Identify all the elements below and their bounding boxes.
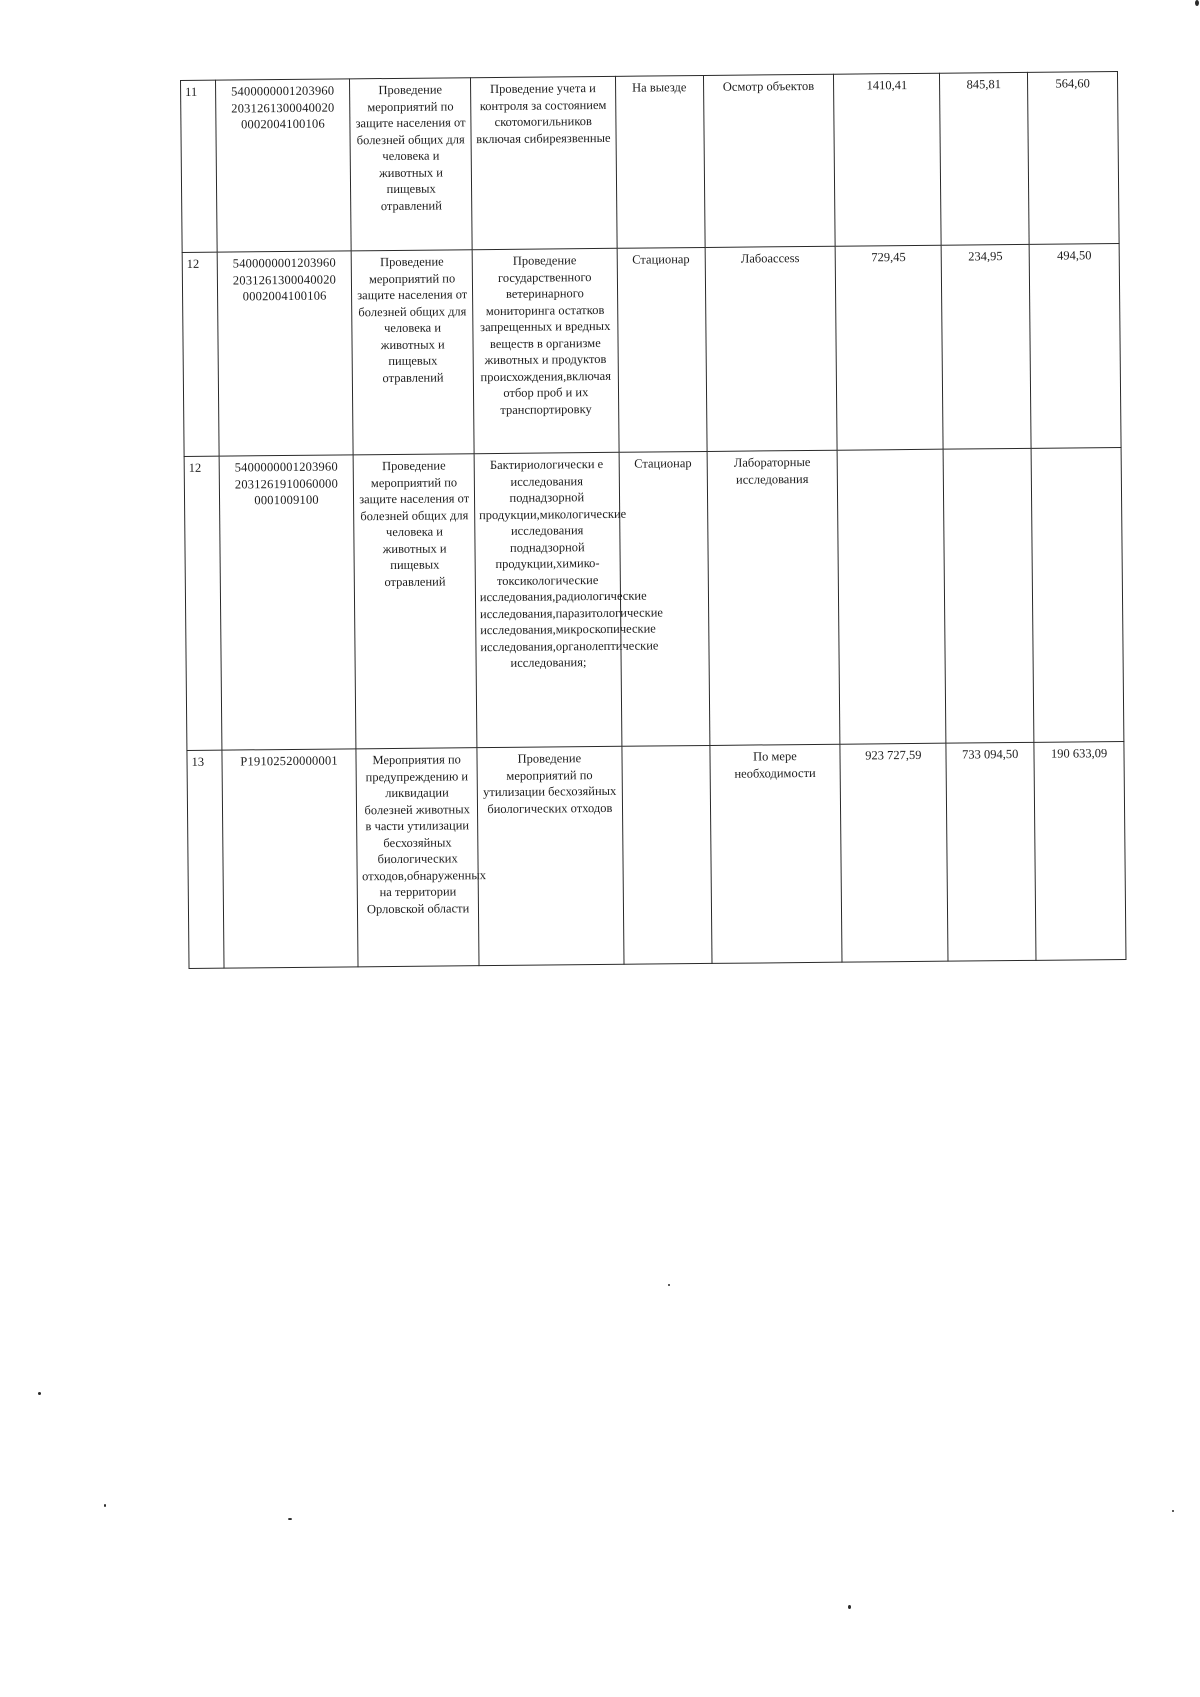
scan-speck [38,1392,41,1395]
amount-part-2 [1031,447,1124,742]
row-number: 12 [184,456,222,750]
work-type: Осмотр объектов [703,74,835,247]
services-table [180,71,1126,969]
work-description: Проведение мероприятий по утилизации бесхозяйных биологических отходов [477,746,624,965]
work-type: Лабораторные исследования [707,450,840,745]
activity-name: Проведение мероприятий по защите населения от болезней общих для человека и животных и пищевых отравлений [350,78,472,251]
amount-total: 729,45 [835,245,943,450]
service-form: Стационар [617,247,707,452]
scan-speck [288,1518,292,1520]
budget-code: 5400000001203960 2031261300040020 0002004100106 [215,79,351,252]
row-number: 12 [182,252,219,456]
activity-name: Мероприятия по предупреждению и ликвидации болезней животных в части утилизации бесхозяйных биологических отходов,обнаруженных на территории Орловской области [356,748,479,967]
work-description: Бактириологически е исследования поднадзорной продукции,микологические исследования поднадзорной продукции,химико-токсикологические исследования,радиологические исследования,паразитологические исследования,микроскопические исследования,органолептические исследования; [474,452,622,747]
activity-name: Проведение мероприятий по защите населения от болезней общих для человека и животных и пищевых отравлений [354,454,477,749]
table-row [182,243,1121,456]
service-form: На выезде [615,75,704,248]
budget-code: Р19102520000001 [222,749,359,968]
row-number: 11 [181,80,217,252]
amount-total [837,449,946,744]
amount-part-1: 845,81 [940,72,1029,245]
scan-speck [668,1284,670,1286]
budget-code: 5400000001203960 2031261300040020 0002004100106 [217,251,354,456]
table-row [187,741,1126,968]
table-row [184,447,1124,750]
document-sheet [180,71,1126,969]
budget-code: 5400000001203960 2031261910060000 0001009100 [219,455,357,750]
amount-part-1: 733 094,50 [946,742,1036,961]
scan-speck [104,1504,106,1507]
work-description: Проведение учета и контроля за состоянием скотомогильников включая сибиреязвенные [470,76,617,249]
scan-speck [1172,1510,1174,1512]
amount-total: 1410,41 [834,73,942,246]
amount-total: 923 727,59 [840,743,948,962]
amount-part-2: 564,60 [1028,72,1120,245]
scan-speck [848,1605,851,1609]
activity-name: Проведение мероприятий по защите населения от болезней общих для человека и животных и пищевых отравлений [352,250,474,455]
service-form: Стационар [619,451,710,746]
scan-speck [1195,0,1199,6]
amount-part-2: 494,50 [1029,243,1121,448]
row-number: 13 [187,750,224,968]
amount-part-1: 234,95 [941,244,1031,449]
amount-part-1 [943,448,1034,743]
table-row [181,72,1120,253]
amount-part-2: 190 633,09 [1034,741,1126,960]
work-type: По мере необходимости [709,744,842,963]
service-form [622,745,712,964]
work-description: Проведение государственного ветеринарного мониторинга остатков запрещенных и вредных веществ в организме животных и продуктов происхождения,включая отбор проб и их транспортировку [472,248,619,453]
work-type: Лабоaccess [705,246,838,451]
